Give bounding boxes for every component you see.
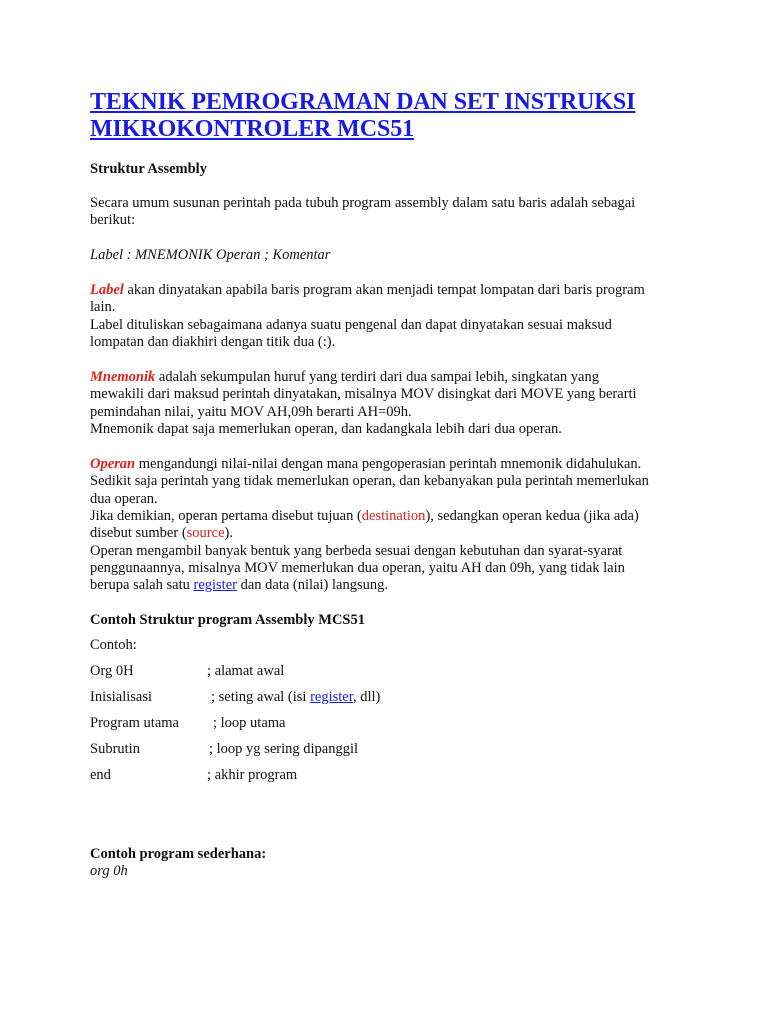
structure-row-left: Program utama (90, 715, 179, 731)
mnemonik-para-line-1 (90, 369, 599, 387)
contoh-label: Contoh: (90, 637, 137, 653)
source-term: source (186, 525, 225, 541)
structure-row (90, 689, 381, 707)
operan-para-line-7: penggunaannya, misalnya MOV memerlukan dua operan, yaitu AH dan 09h, yang tidak lain (90, 560, 625, 576)
contoh-heading: Contoh Struktur program Assembly MCS51 (90, 612, 365, 628)
structure-row-right: ; loop yg sering dipanggil (209, 741, 359, 757)
structure-row-left: Inisialisasi (90, 689, 153, 705)
structure-row (90, 715, 286, 733)
structure-row (90, 663, 285, 681)
title-line-1[interactable]: TEKNIK PEMROGRAMAN DAN SET INSTRUKSI (90, 89, 636, 115)
label-text-1: akan dinyatakan apabila baris program akan menjadi tempat lompatan dari baris program (123, 282, 645, 298)
structure-row-left: end (90, 767, 111, 783)
mnemonik-para-line-2: mewakili dari maksud perintah dinyatakan, misalnya MOV disingkat dari MOVE yang berarti (90, 386, 637, 402)
operan-para-line-4 (90, 508, 639, 526)
operan-text-1: mengandungi nilai-nilai dengan mana pengoperasian perintah mnemonik didahulukan. (135, 456, 642, 472)
operan-para-line-1 (90, 456, 641, 474)
label-para-line-1 (90, 282, 645, 300)
operan-para-line-8 (90, 577, 388, 595)
destination-term: destination (361, 508, 426, 524)
operan-text-4b: ), sedangkan operan kedua (jika ada) (425, 508, 639, 524)
structure-row-right-text: ; seting awal (isi (211, 689, 311, 705)
sederhana-heading: Contoh program sederhana: (90, 846, 267, 862)
operan-text-8a: berupa salah satu (90, 577, 194, 593)
structure-row (90, 741, 359, 759)
mnemonik-term: Mnemonik (90, 369, 156, 385)
operan-text-8b: dan data (nilai) langsung. (236, 577, 388, 593)
register-link[interactable]: register (310, 689, 353, 705)
register-link[interactable]: register (193, 577, 237, 593)
structure-row-right (211, 689, 380, 707)
structure-row-right: ; alamat awal (207, 663, 285, 679)
intro-line-2: berikut: (90, 212, 136, 228)
code-line-1: org 0h (90, 863, 128, 879)
structure-row-right: ; akhir program (207, 767, 298, 783)
mnemonik-text-1: adalah sekumpulan huruf yang terdiri dari dua sampai lebih, singkatan yang (155, 369, 599, 385)
structure-row (90, 767, 298, 785)
title-line-2[interactable]: MIKROKONTROLER MCS51 (90, 116, 415, 142)
struktur-heading: Struktur Assembly (90, 161, 207, 177)
operan-term: Operan (90, 456, 136, 472)
mnemonik-para-line-3: pemindahan nilai, yaitu MOV AH,09h berarti AH=09h. (90, 404, 412, 420)
label-para-line-2: lain. (90, 299, 116, 315)
operan-para-line-6: Operan mengambil banyak bentuk yang berbeda sesuai dengan kebutuhan dan syarat-syarat (90, 543, 623, 559)
operan-text-5a: disebut sumber ( (90, 525, 187, 541)
mnemonik-para-line-4: Mnemonik dapat saja memerlukan operan, dan kadangkala lebih dari dua operan. (90, 421, 562, 437)
label-para-line-3: Label dituliskan sebagaimana adanya suatu pengenal dan dapat dinyatakan sesuai maksud (90, 317, 612, 333)
label-para-line-4: lompatan dan diakhiri dengan titik dua (:). (90, 334, 336, 350)
operan-para-line-2: Sedikit saja perintah yang tidak memerlukan operan, dan kebanyakan pula perintah memerlukan (90, 473, 649, 489)
structure-row-left: Subrutin (90, 741, 140, 757)
syntax-line: Label : MNEMONIK Operan ; Komentar (90, 247, 331, 263)
intro-line-1: Secara umum susunan perintah pada tubuh program assembly dalam satu baris adalah sebagai (90, 195, 636, 211)
operan-para-line-3: dua operan. (90, 491, 158, 507)
label-term: Label (90, 282, 124, 298)
structure-row-right: ; loop utama (213, 715, 286, 731)
operan-text-5b: ). (224, 525, 233, 541)
structure-row-right-tail: , dll) (352, 689, 381, 705)
page-title[interactable] (90, 89, 690, 143)
operan-para-line-5 (90, 525, 233, 543)
operan-text-4a: Jika demikian, operan pertama disebut tujuan ( (90, 508, 362, 524)
structure-row-left: Org 0H (90, 663, 134, 679)
